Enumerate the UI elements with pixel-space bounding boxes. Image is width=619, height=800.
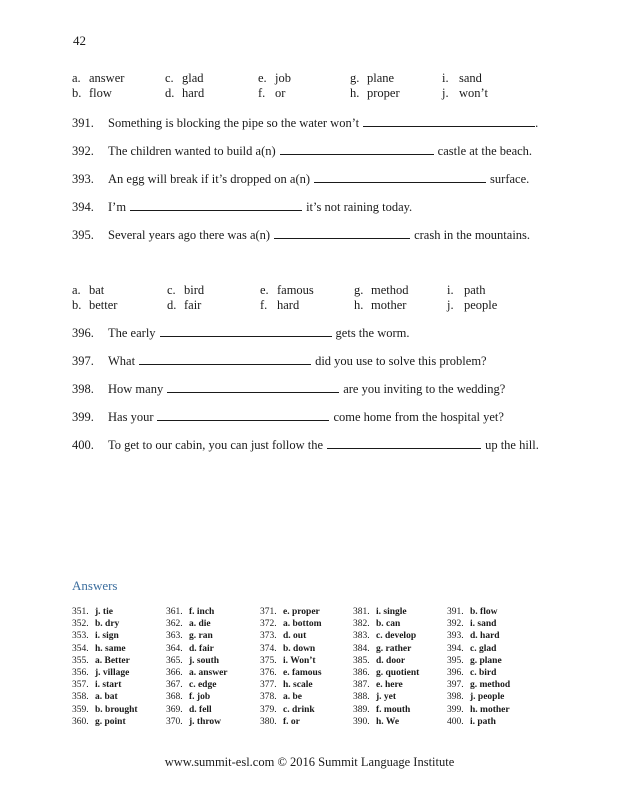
question-396: 396. The early gets the worm. [72, 326, 410, 340]
answer-entry: 370. j. throw [166, 716, 222, 727]
word-bank-item: c. glad [165, 71, 204, 85]
answer-entry: 361. f. inch [166, 607, 215, 617]
question-399: 399. Has your come home from the hospital yet? [72, 410, 504, 424]
answer-entry: 357. i. start [72, 680, 122, 691]
word-bank-item: c. bird [167, 283, 205, 297]
page-footer: www.summit-esl.com © 2016 Summit Language Institute [164, 755, 455, 769]
answer-entry: 367. c. edge [166, 680, 217, 691]
answer-blank[interactable] [160, 325, 332, 337]
word-bank-item: b. flow [72, 86, 112, 100]
answer-blank[interactable] [363, 115, 535, 127]
answers-column-2 [166, 606, 228, 728]
answer-entry: 371. e. proper [260, 607, 320, 617]
word-bank-item: g. plane [350, 71, 395, 85]
answer-entry: 374. b. down [260, 643, 316, 654]
answer-blank[interactable] [157, 409, 329, 421]
answer-entry: 395. g. plane [447, 655, 502, 666]
answer-entry: 363. g. ran [166, 631, 213, 642]
answer-entry: 385. d. door [353, 655, 406, 666]
answers-column-1 [72, 606, 138, 728]
answer-entry: 358. a. bat [72, 692, 118, 703]
word-bank-item: a. bat [72, 283, 105, 297]
question-392: 392. The children wanted to build a(n) castle at the beach. [72, 144, 533, 158]
word-bank-item: j. won’t [442, 86, 488, 100]
word-bank-item: j. people [447, 298, 498, 312]
word-bank-row [72, 298, 542, 312]
answer-entry: 373. d. out [260, 631, 307, 642]
answers-heading: Answers [72, 578, 118, 593]
word-bank-item: g. method [354, 283, 409, 297]
answer-entry: 353. i. sign [72, 631, 119, 642]
answer-entry: 369. d. fell [166, 704, 212, 715]
answer-entry: 379. c. drink [260, 704, 315, 715]
question-400: 400. To get to our cabin, you can just follow the up the hill. [72, 438, 539, 452]
answer-entry: 351. j. tie [72, 607, 113, 617]
answer-entry: 399. h. mother [447, 704, 510, 715]
word-bank-item: i. path [447, 283, 486, 297]
word-bank-item: d. hard [165, 86, 205, 100]
answer-blank[interactable] [130, 199, 302, 211]
answer-entry: 360. g. point [72, 716, 126, 727]
word-bank-item: f. hard [260, 298, 300, 312]
answer-blank[interactable] [327, 437, 481, 449]
answer-entry: 386. g. quotient [353, 668, 420, 679]
answer-entry: 393. d. hard [447, 631, 500, 642]
word-bank-item: h. mother [354, 298, 407, 312]
answer-entry: 389. f. mouth [353, 704, 411, 715]
word-bank-item: i. sand [442, 71, 482, 85]
word-bank-item: a. answer [72, 71, 125, 85]
answer-entry: 391. b. flow [447, 607, 498, 617]
answers-column-3 [260, 606, 322, 728]
answer-blank[interactable] [280, 143, 434, 155]
word-bank-item: d. fair [167, 298, 202, 312]
word-bank-item: b. better [72, 298, 118, 312]
answer-entry: 359. b. brought [72, 704, 138, 715]
answer-entry: 375. i. Won’t [260, 655, 316, 666]
word-bank-item: e. famous [260, 283, 314, 297]
word-bank-item: h. proper [350, 86, 400, 100]
question-395: 395. Several years ago there was a(n) crash in the mountains. [72, 228, 531, 242]
answer-entry: 396. c. bird [447, 668, 497, 679]
question-398: 398. How many are you inviting to the wedding? [72, 382, 506, 396]
answer-entry: 392. i. sand [447, 619, 497, 630]
question-397: 397. What did you use to solve this problem? [72, 354, 487, 368]
answers-column-5 [447, 606, 510, 728]
answers-column-4 [353, 606, 419, 728]
word-bank-row [72, 86, 542, 100]
answer-entry: 387. e. here [353, 680, 403, 691]
word-bank-row [72, 283, 542, 297]
answer-entry: 380. f. or [260, 716, 300, 727]
answer-entry: 352. b. dry [72, 619, 120, 630]
answer-entry: 384. g. rather [353, 643, 412, 654]
word-bank-item: e. job [258, 71, 291, 85]
answer-entry: 365. j. south [166, 655, 220, 666]
answer-blank[interactable] [167, 381, 339, 393]
answer-entry: 376. e. famous [260, 668, 322, 679]
answer-entry: 364. d. fair [166, 643, 214, 654]
answer-entry: 382. b. can [353, 619, 401, 630]
answer-entry: 362. a. die [166, 619, 211, 630]
page-number: 42 [73, 33, 86, 48]
answer-entry: 394. c. glad [447, 643, 497, 654]
answer-entry: 366. a. answer [166, 668, 228, 679]
answer-entry: 390. h. We [353, 716, 400, 727]
answer-entry: 356. j. village [72, 668, 130, 679]
answer-entry: 381. i. single [353, 607, 407, 617]
question-394: 394. I’m it’s not raining today. [72, 200, 413, 214]
answer-entry: 355. a. Better [72, 655, 130, 666]
question-391: 391. Something is blocking the pipe so the water won’t . [72, 116, 539, 130]
answer-entry: 397. g. method [447, 680, 511, 691]
answer-blank[interactable] [274, 227, 410, 239]
answer-entry: 400. i. path [447, 716, 496, 727]
answer-blank[interactable] [139, 353, 311, 365]
question-393: 393. An egg will break if it’s dropped on a(n) surface. [72, 172, 530, 186]
answer-entry: 368. f. job [166, 692, 211, 703]
answer-blank[interactable] [314, 171, 486, 183]
answer-entry: 398. j. people [447, 692, 505, 703]
answer-entry: 354. h. same [72, 643, 126, 654]
word-bank-row [72, 71, 542, 85]
answer-entry: 372. a. bottom [260, 619, 322, 630]
answer-entry: 377. h. scale [260, 680, 313, 691]
answer-entry: 383. c. develop [353, 631, 417, 642]
answer-entry: 378. a. be [260, 692, 302, 703]
answer-entry: 388. j. yet [353, 692, 397, 703]
word-bank-item: f. or [258, 86, 286, 100]
